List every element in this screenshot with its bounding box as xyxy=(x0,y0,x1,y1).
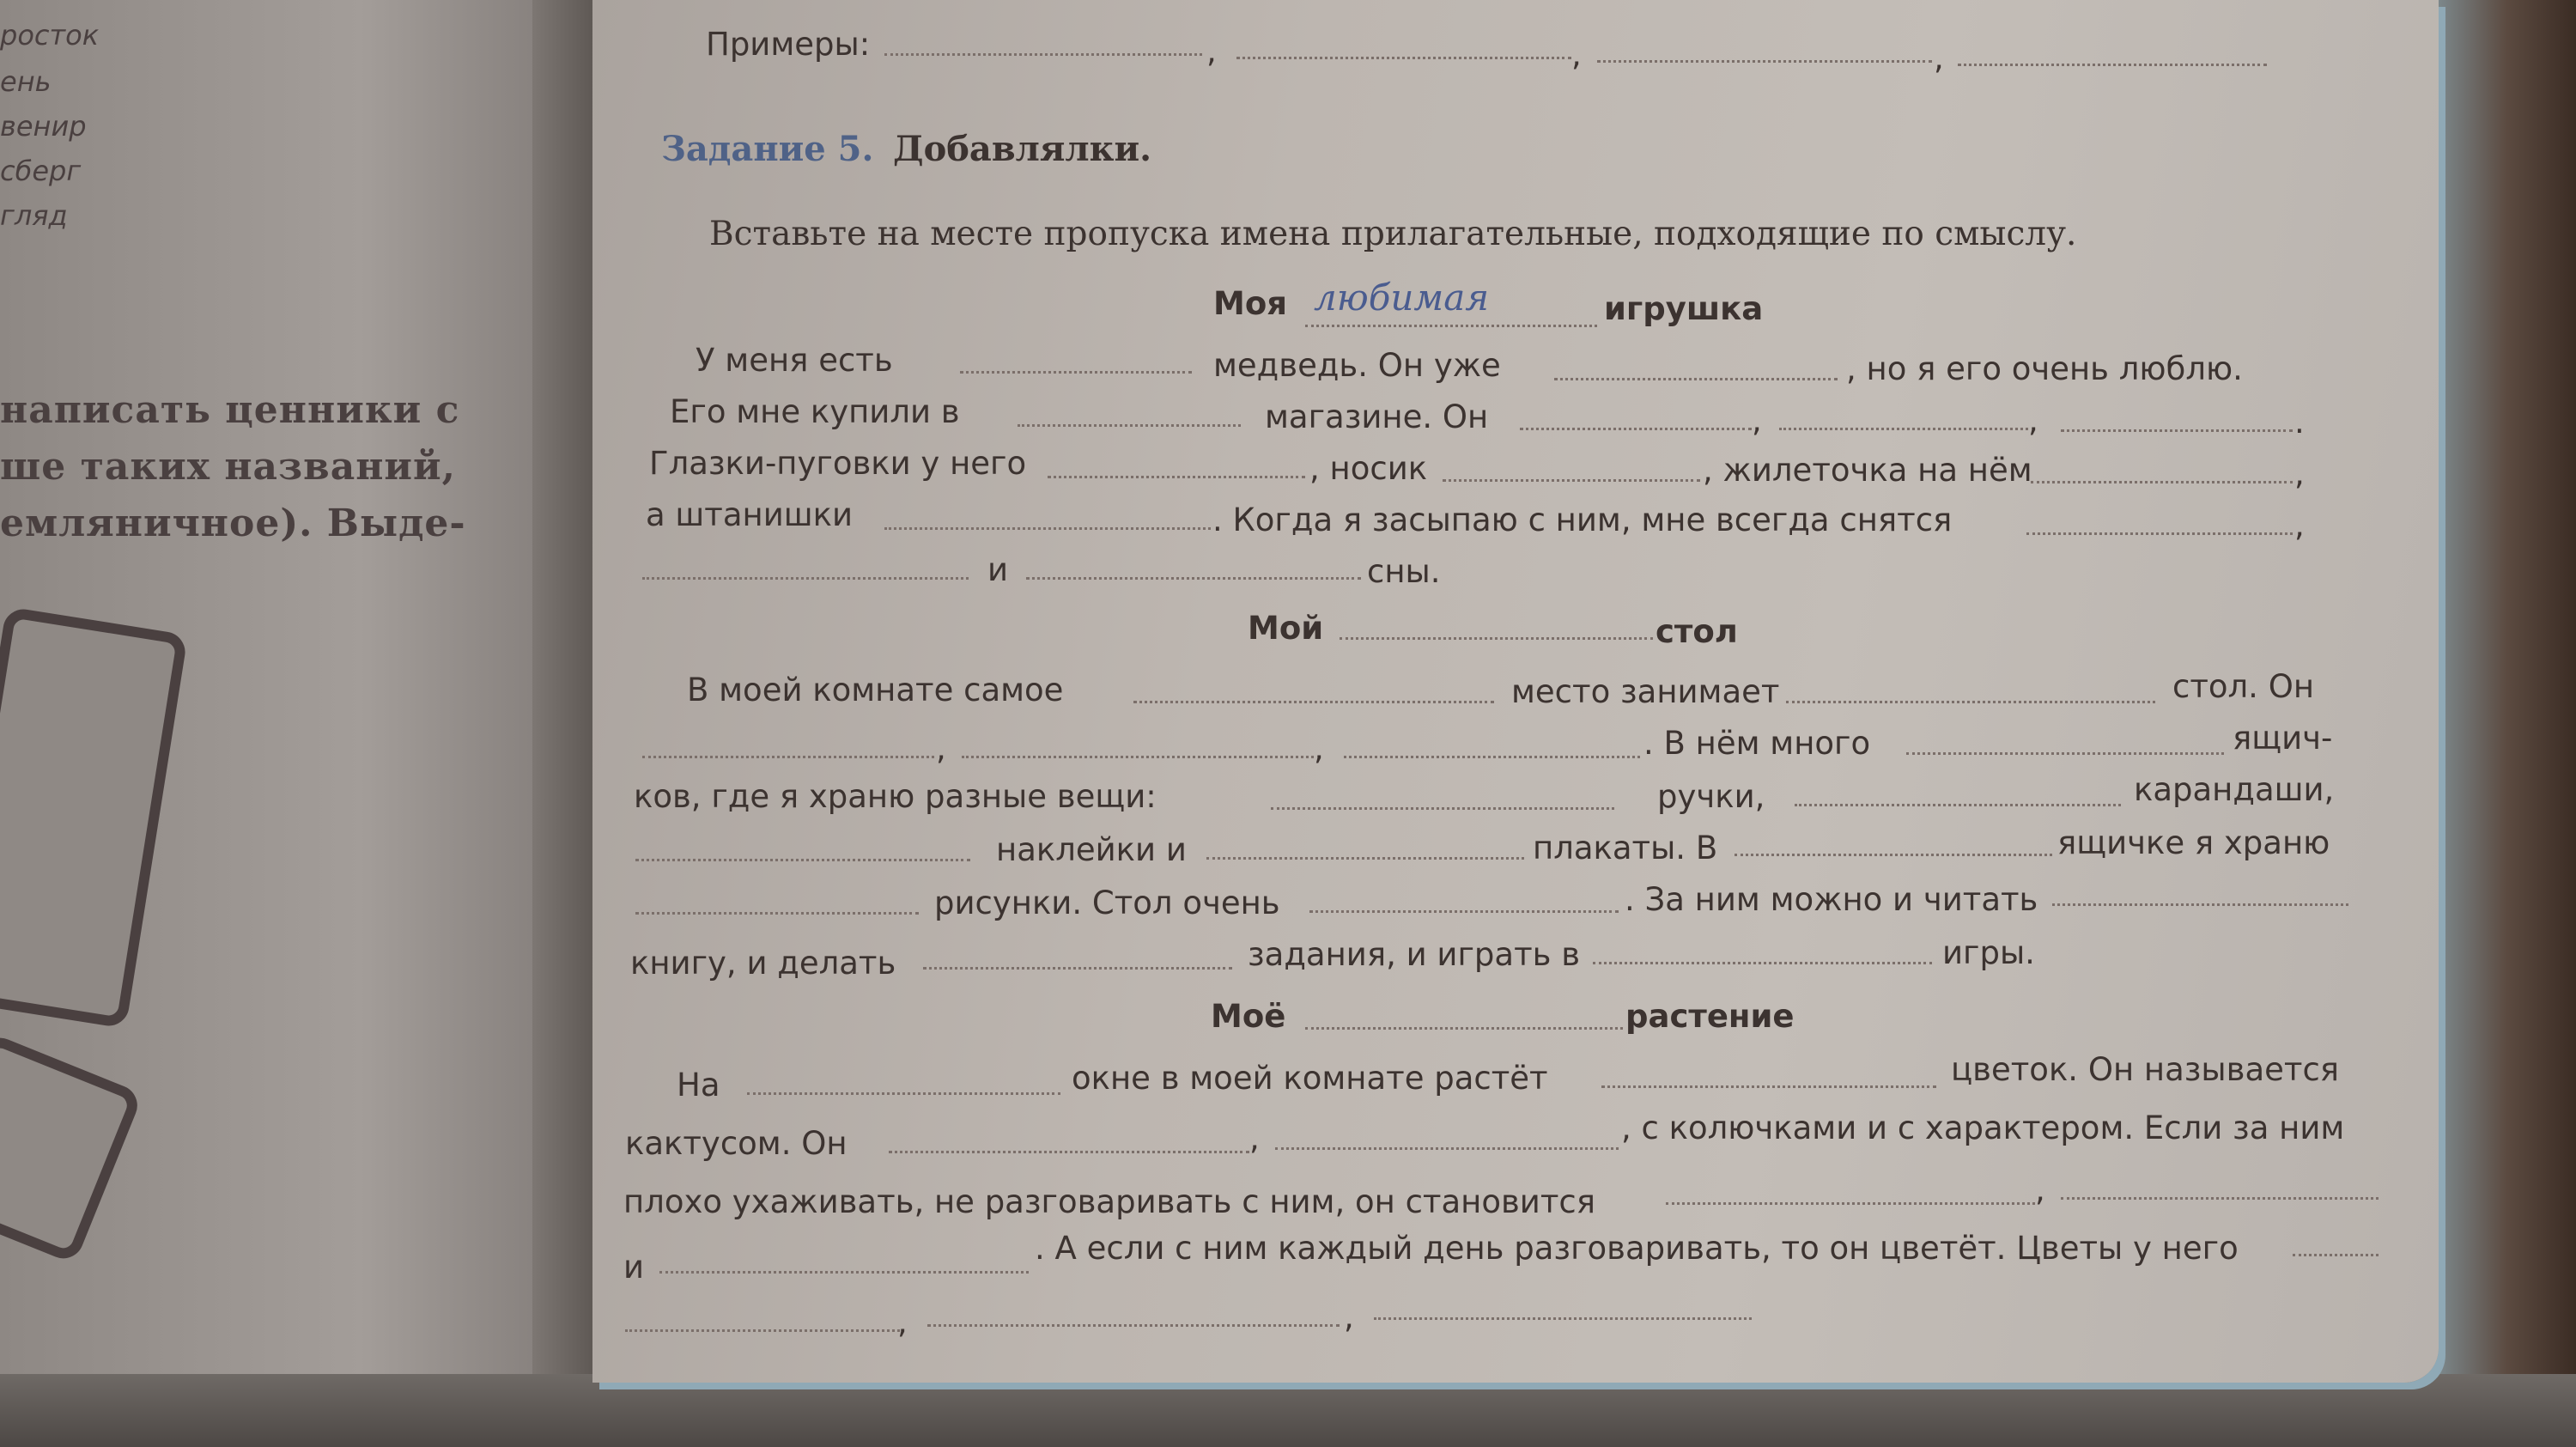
comma: , xyxy=(936,730,946,767)
text: . За ним можно и читать xyxy=(1625,881,2038,918)
text: . В нём много xyxy=(1643,725,1871,762)
text: Глазки-пуговки у него xyxy=(649,445,1027,482)
comma: , xyxy=(897,1304,908,1341)
text: наклейки и xyxy=(996,831,1187,868)
text: Его мне купили в xyxy=(670,393,960,430)
left-page xyxy=(0,0,601,1447)
answer-blank[interactable] xyxy=(642,756,934,758)
answer-blank[interactable] xyxy=(2061,429,2293,432)
section-title-plant: Моё xyxy=(1211,998,1286,1035)
answer-blank[interactable] xyxy=(1795,804,2121,806)
comma: , xyxy=(2035,1171,2045,1208)
answer-blank[interactable] xyxy=(1786,701,2155,703)
answer-blank[interactable] xyxy=(1340,637,1653,640)
comma: , xyxy=(1249,1120,1260,1157)
left-word: гляд xyxy=(0,199,68,232)
answer-blank[interactable] xyxy=(1597,60,1932,63)
text: , с колючками и с характером. Если за ним xyxy=(1621,1110,2345,1146)
text: плохо ухаживать, не разговаривать с ним, он становится xyxy=(623,1183,1595,1220)
answer-blank[interactable] xyxy=(1344,756,1640,758)
left-text-line: ше таких названий, xyxy=(0,445,457,489)
answer-blank[interactable] xyxy=(635,912,919,915)
comma: , xyxy=(1752,402,1762,439)
handwritten-answer[interactable]: любимая xyxy=(1314,277,1490,319)
text: ящич- xyxy=(2233,720,2333,757)
text: окне в моей комнате растёт xyxy=(1072,1060,1548,1097)
answer-blank[interactable] xyxy=(960,371,1192,374)
comma: , xyxy=(2028,402,2038,439)
answer-blank[interactable] xyxy=(927,1324,1340,1327)
text: место занимает xyxy=(1511,673,1780,710)
answer-blank[interactable] xyxy=(1305,325,1597,327)
task-number: Задание 5. xyxy=(661,129,874,169)
answer-blank[interactable] xyxy=(1018,424,1241,427)
text: , жилеточка на нём xyxy=(1703,452,2032,489)
text: . xyxy=(2294,404,2305,441)
answer-blank[interactable] xyxy=(2061,1197,2379,1200)
section-title-plant: растение xyxy=(1625,998,1795,1035)
answer-blank[interactable] xyxy=(642,577,969,580)
answer-blank[interactable] xyxy=(625,1329,900,1332)
text: медведь. Он уже xyxy=(1213,347,1501,384)
text: ящичке я храню xyxy=(2057,824,2330,861)
answer-blank[interactable] xyxy=(1554,378,1838,380)
text: и xyxy=(623,1249,645,1286)
text: , носик xyxy=(1309,450,1428,487)
task-title: Добавлялки. xyxy=(893,129,1152,169)
text: стол. Он xyxy=(2172,668,2315,705)
answer-blank[interactable] xyxy=(1666,1202,2035,1205)
answer-blank[interactable] xyxy=(1735,854,2052,856)
text: ков, где я храню разные вещи: xyxy=(634,778,1157,815)
section-title-toy: игрушка xyxy=(1604,290,1764,327)
text: магазине. Он xyxy=(1265,398,1489,435)
text: , но я его очень люблю. xyxy=(1846,350,2243,387)
left-word: венир xyxy=(0,110,87,143)
text: задания, и играть в xyxy=(1248,936,1581,973)
answer-blank[interactable] xyxy=(1443,479,1700,482)
text: а штанишки xyxy=(646,496,854,533)
text: В моей комнате самое xyxy=(687,672,1064,708)
comma: , xyxy=(1314,730,1324,767)
comma: , xyxy=(2294,455,2305,492)
section-title-desk: Мой xyxy=(1248,610,1324,647)
comma: , xyxy=(1934,40,1944,76)
answer-blank[interactable] xyxy=(1271,807,1614,810)
text: . Когда я засыпаю с ним, мне всегда снятся xyxy=(1212,502,1953,538)
text: На xyxy=(677,1067,720,1103)
left-text-line: написать ценники с xyxy=(0,388,460,432)
answer-blank[interactable] xyxy=(884,53,1202,56)
section-title-desk: стол xyxy=(1656,613,1738,650)
answer-blank[interactable] xyxy=(1305,1027,1623,1030)
answer-blank[interactable] xyxy=(1236,57,1571,59)
comma: , xyxy=(1206,33,1217,70)
task-instruction: Вставьте на месте пропуска имена прилагательные, подходящие по смыслу. xyxy=(709,215,2077,253)
text: . А если с ним каждый день разговаривать, то он цветёт. Цветы у него xyxy=(1035,1230,2239,1267)
answer-blank[interactable] xyxy=(1133,701,1494,703)
text: игры. xyxy=(1942,934,2035,971)
answer-blank[interactable] xyxy=(1906,752,2224,755)
answer-blank[interactable] xyxy=(2293,1254,2379,1256)
answer-blank[interactable] xyxy=(2026,532,2293,535)
bottom-strip xyxy=(0,1374,2576,1447)
answer-blank[interactable] xyxy=(889,1151,1249,1153)
answer-blank[interactable] xyxy=(962,756,1314,758)
answer-blank[interactable] xyxy=(2052,903,2348,906)
answer-blank[interactable] xyxy=(1593,962,1932,964)
text: цветок. Он называется xyxy=(1951,1051,2340,1088)
text: книгу, и делать xyxy=(630,945,896,982)
text: ручки, xyxy=(1657,778,1765,815)
answer-blank[interactable] xyxy=(1048,476,1305,478)
text: и xyxy=(987,551,1009,588)
examples-label: Примеры: xyxy=(706,26,871,63)
answer-blank[interactable] xyxy=(923,967,1232,970)
text: сны. xyxy=(1367,553,1441,590)
answer-blank[interactable] xyxy=(1374,1317,1752,1320)
text: плакаты. В xyxy=(1533,830,1718,866)
answer-blank[interactable] xyxy=(884,527,1211,530)
answer-blank[interactable] xyxy=(1779,428,2028,430)
answer-blank[interactable] xyxy=(1520,428,1752,430)
comma: , xyxy=(1344,1298,1354,1335)
comma: , xyxy=(2294,507,2305,544)
tablet-illustration xyxy=(0,1031,143,1264)
answer-blank[interactable] xyxy=(1026,577,1361,580)
left-word: росток xyxy=(0,19,100,52)
answer-blank[interactable] xyxy=(1601,1085,1936,1088)
text: рисунки. Стол очень xyxy=(934,885,1280,921)
tablet-illustration xyxy=(0,606,188,1029)
answer-blank[interactable] xyxy=(1309,910,1619,913)
comma: , xyxy=(1571,36,1582,73)
left-word: сберг xyxy=(0,155,82,187)
answer-blank[interactable] xyxy=(1958,64,2267,66)
answer-blank[interactable] xyxy=(1206,857,1524,860)
text: У меня есть xyxy=(696,342,893,379)
text: карандаши, xyxy=(2134,771,2335,808)
section-title-toy: Моя xyxy=(1213,285,1287,322)
answer-blank[interactable] xyxy=(1275,1147,1619,1150)
answer-blank[interactable] xyxy=(659,1271,1029,1274)
left-text-line: емляничное). Выде- xyxy=(0,502,466,545)
answer-blank[interactable] xyxy=(2031,481,2293,483)
answer-blank[interactable] xyxy=(747,1092,1060,1095)
answer-blank[interactable] xyxy=(635,859,970,861)
left-word: ень xyxy=(0,65,52,98)
text: кактусом. Он xyxy=(625,1125,848,1162)
